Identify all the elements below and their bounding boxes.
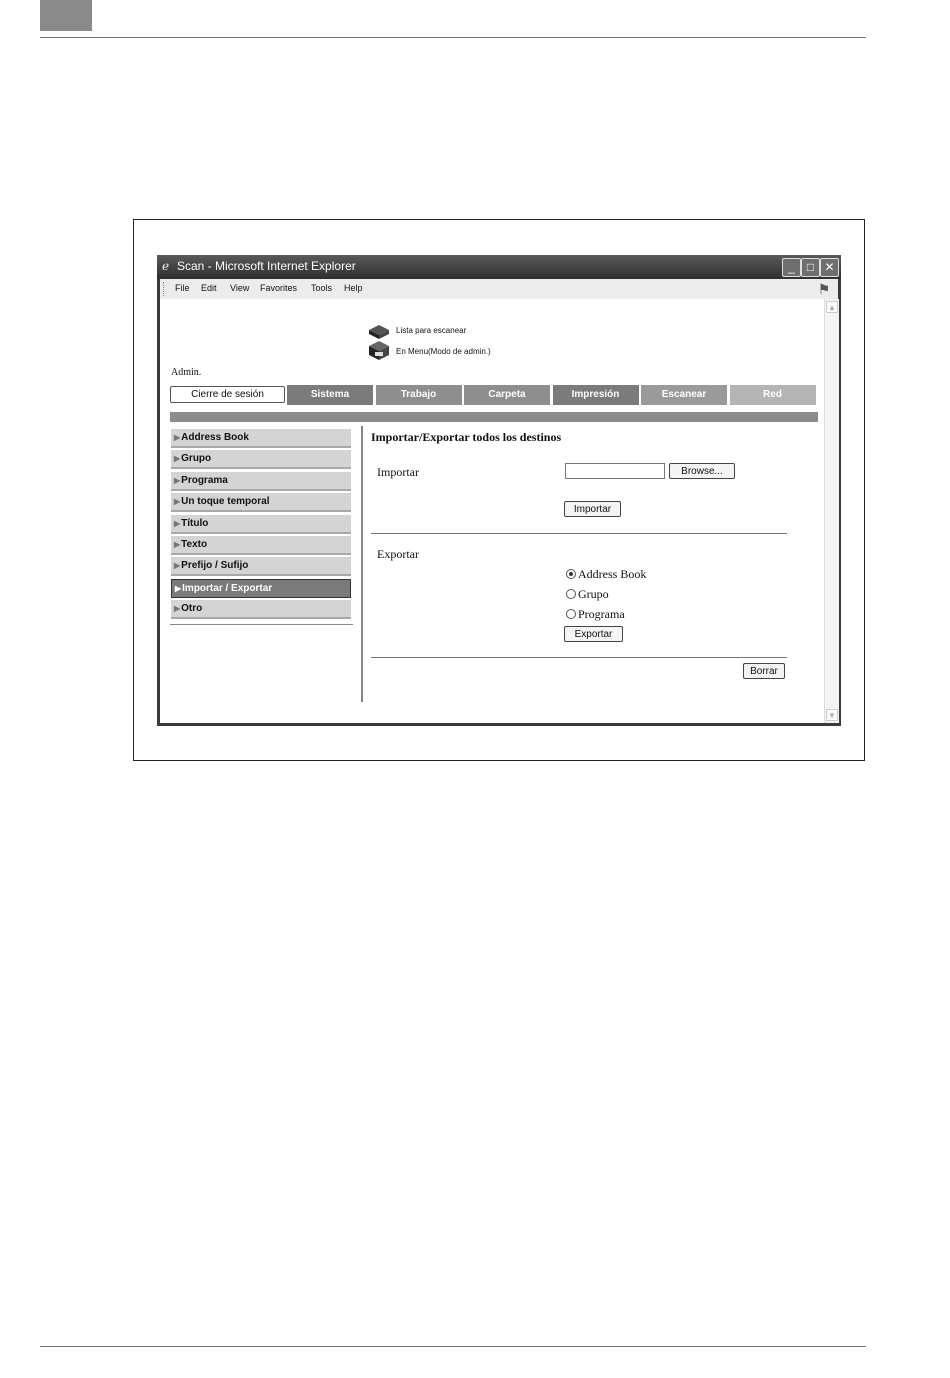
section-divider: [371, 533, 787, 534]
sidebar-item[interactable]: [171, 472, 351, 491]
export-option-label: Address Book: [578, 567, 647, 581]
radio-button[interactable]: [566, 569, 576, 579]
arrow-right-icon: ▶: [174, 433, 181, 442]
import-button[interactable]: Importar: [564, 501, 621, 517]
import-file-input[interactable]: [565, 463, 665, 479]
arrow-right-icon: ▶: [174, 497, 181, 507]
menu-file[interactable]: File: [175, 283, 190, 293]
arrow-right-icon: ▶: [174, 518, 181, 528]
page-header-rule: [40, 37, 866, 38]
tab-escanear[interactable]: Escanear: [641, 385, 727, 405]
arrow-right-icon: ▶: [175, 583, 182, 593]
sidebar-item[interactable]: [171, 600, 351, 619]
title-bar: [157, 255, 841, 279]
export-label: Exportar: [377, 547, 419, 561]
export-option-label: Programa: [578, 607, 625, 621]
logout-button[interactable]: Cierre de sesión: [170, 386, 285, 403]
sidebar-item[interactable]: [171, 429, 351, 448]
header-band: [170, 412, 818, 422]
sidebar-item[interactable]: [171, 450, 351, 469]
windows-logo-icon: ⚑: [817, 281, 831, 297]
arrow-right-icon: ▶: [174, 561, 181, 571]
menu-view[interactable]: View: [230, 283, 250, 293]
browse-button[interactable]: Browse...: [669, 463, 735, 479]
printer-admin-icon: [366, 340, 392, 362]
sidebar-item-label: Texto: [181, 539, 208, 550]
toolbar-grip: [163, 282, 166, 296]
page-heading: Importar/Exportar todos los destinos: [371, 430, 562, 444]
sidebar-item-label: Importar / Exportar: [182, 582, 273, 594]
export-button[interactable]: Exportar: [564, 626, 623, 642]
sidebar-item-label: Prefijo / Sufijo: [181, 560, 249, 572]
tab-impresion[interactable]: Impresión: [553, 385, 639, 405]
sidebar-item[interactable]: [171, 493, 351, 512]
sidebar-item-label: Un toque temporal: [181, 496, 270, 508]
export-option[interactable]: [566, 567, 646, 581]
clear-button[interactable]: Borrar: [743, 663, 785, 679]
export-option[interactable]: [566, 607, 625, 621]
sidebar-item-label: Programa: [181, 474, 228, 486]
menu-bar: [160, 279, 838, 299]
sidebar-item-label: Otro: [181, 603, 203, 615]
sidebar-item[interactable]: [171, 557, 351, 576]
minimize-button[interactable]: _: [782, 258, 801, 277]
window-title: Scan - Microsoft Internet Explorer: [177, 259, 356, 273]
tab-trabajo[interactable]: Trabajo: [376, 385, 462, 405]
arrow-right-icon: ▶: [174, 454, 181, 464]
menu-tools[interactable]: Tools: [311, 283, 333, 293]
sidebar-bottom-rule: [170, 624, 353, 625]
export-option-label: Grupo: [578, 587, 609, 601]
tab-red[interactable]: Red: [730, 385, 816, 405]
page-corner-tab: [40, 0, 92, 31]
ie-app-icon: ℯ: [162, 259, 170, 273]
menu-edit[interactable]: Edit: [201, 283, 217, 293]
radio-button[interactable]: [566, 609, 576, 619]
user-label: Admin.: [171, 367, 202, 378]
close-button[interactable]: ✕: [820, 258, 839, 277]
radio-button[interactable]: [566, 589, 576, 599]
page-viewport: [160, 299, 824, 723]
sidebar-item-label: Grupo: [181, 453, 212, 465]
maximize-button[interactable]: □: [801, 258, 820, 277]
menu-help[interactable]: Help: [344, 283, 363, 293]
tab-carpeta[interactable]: Carpeta: [464, 385, 550, 405]
page-footer-rule: [40, 1346, 866, 1347]
scroll-up-icon[interactable]: ▲: [826, 301, 838, 313]
printer-ready-icon: [366, 323, 392, 341]
tab-sistema[interactable]: Sistema: [287, 385, 373, 405]
export-option[interactable]: [566, 587, 609, 601]
browser-window: [157, 255, 841, 726]
sidebar-item[interactable]: [171, 536, 351, 555]
status-ready: Lista para escanear: [396, 326, 467, 335]
menu-favorites[interactable]: Favorites: [260, 283, 298, 293]
scroll-down-icon[interactable]: ▼: [826, 709, 838, 721]
sidebar-item-label: Address Book: [181, 432, 249, 443]
arrow-right-icon: ▶: [174, 604, 181, 614]
footer-divider: [371, 657, 787, 658]
sidebar-item[interactable]: [171, 579, 351, 598]
import-label: Importar: [377, 465, 419, 479]
arrow-right-icon: ▶: [174, 475, 181, 485]
arrow-right-icon: ▶: [174, 540, 181, 549]
vertical-scrollbar[interactable]: [824, 299, 839, 723]
status-mode: En Menu(Modo de admin.): [396, 347, 491, 356]
sidebar-item[interactable]: [171, 515, 351, 534]
sidebar-divider: [361, 426, 363, 702]
sidebar-item-label: Título: [181, 517, 209, 529]
